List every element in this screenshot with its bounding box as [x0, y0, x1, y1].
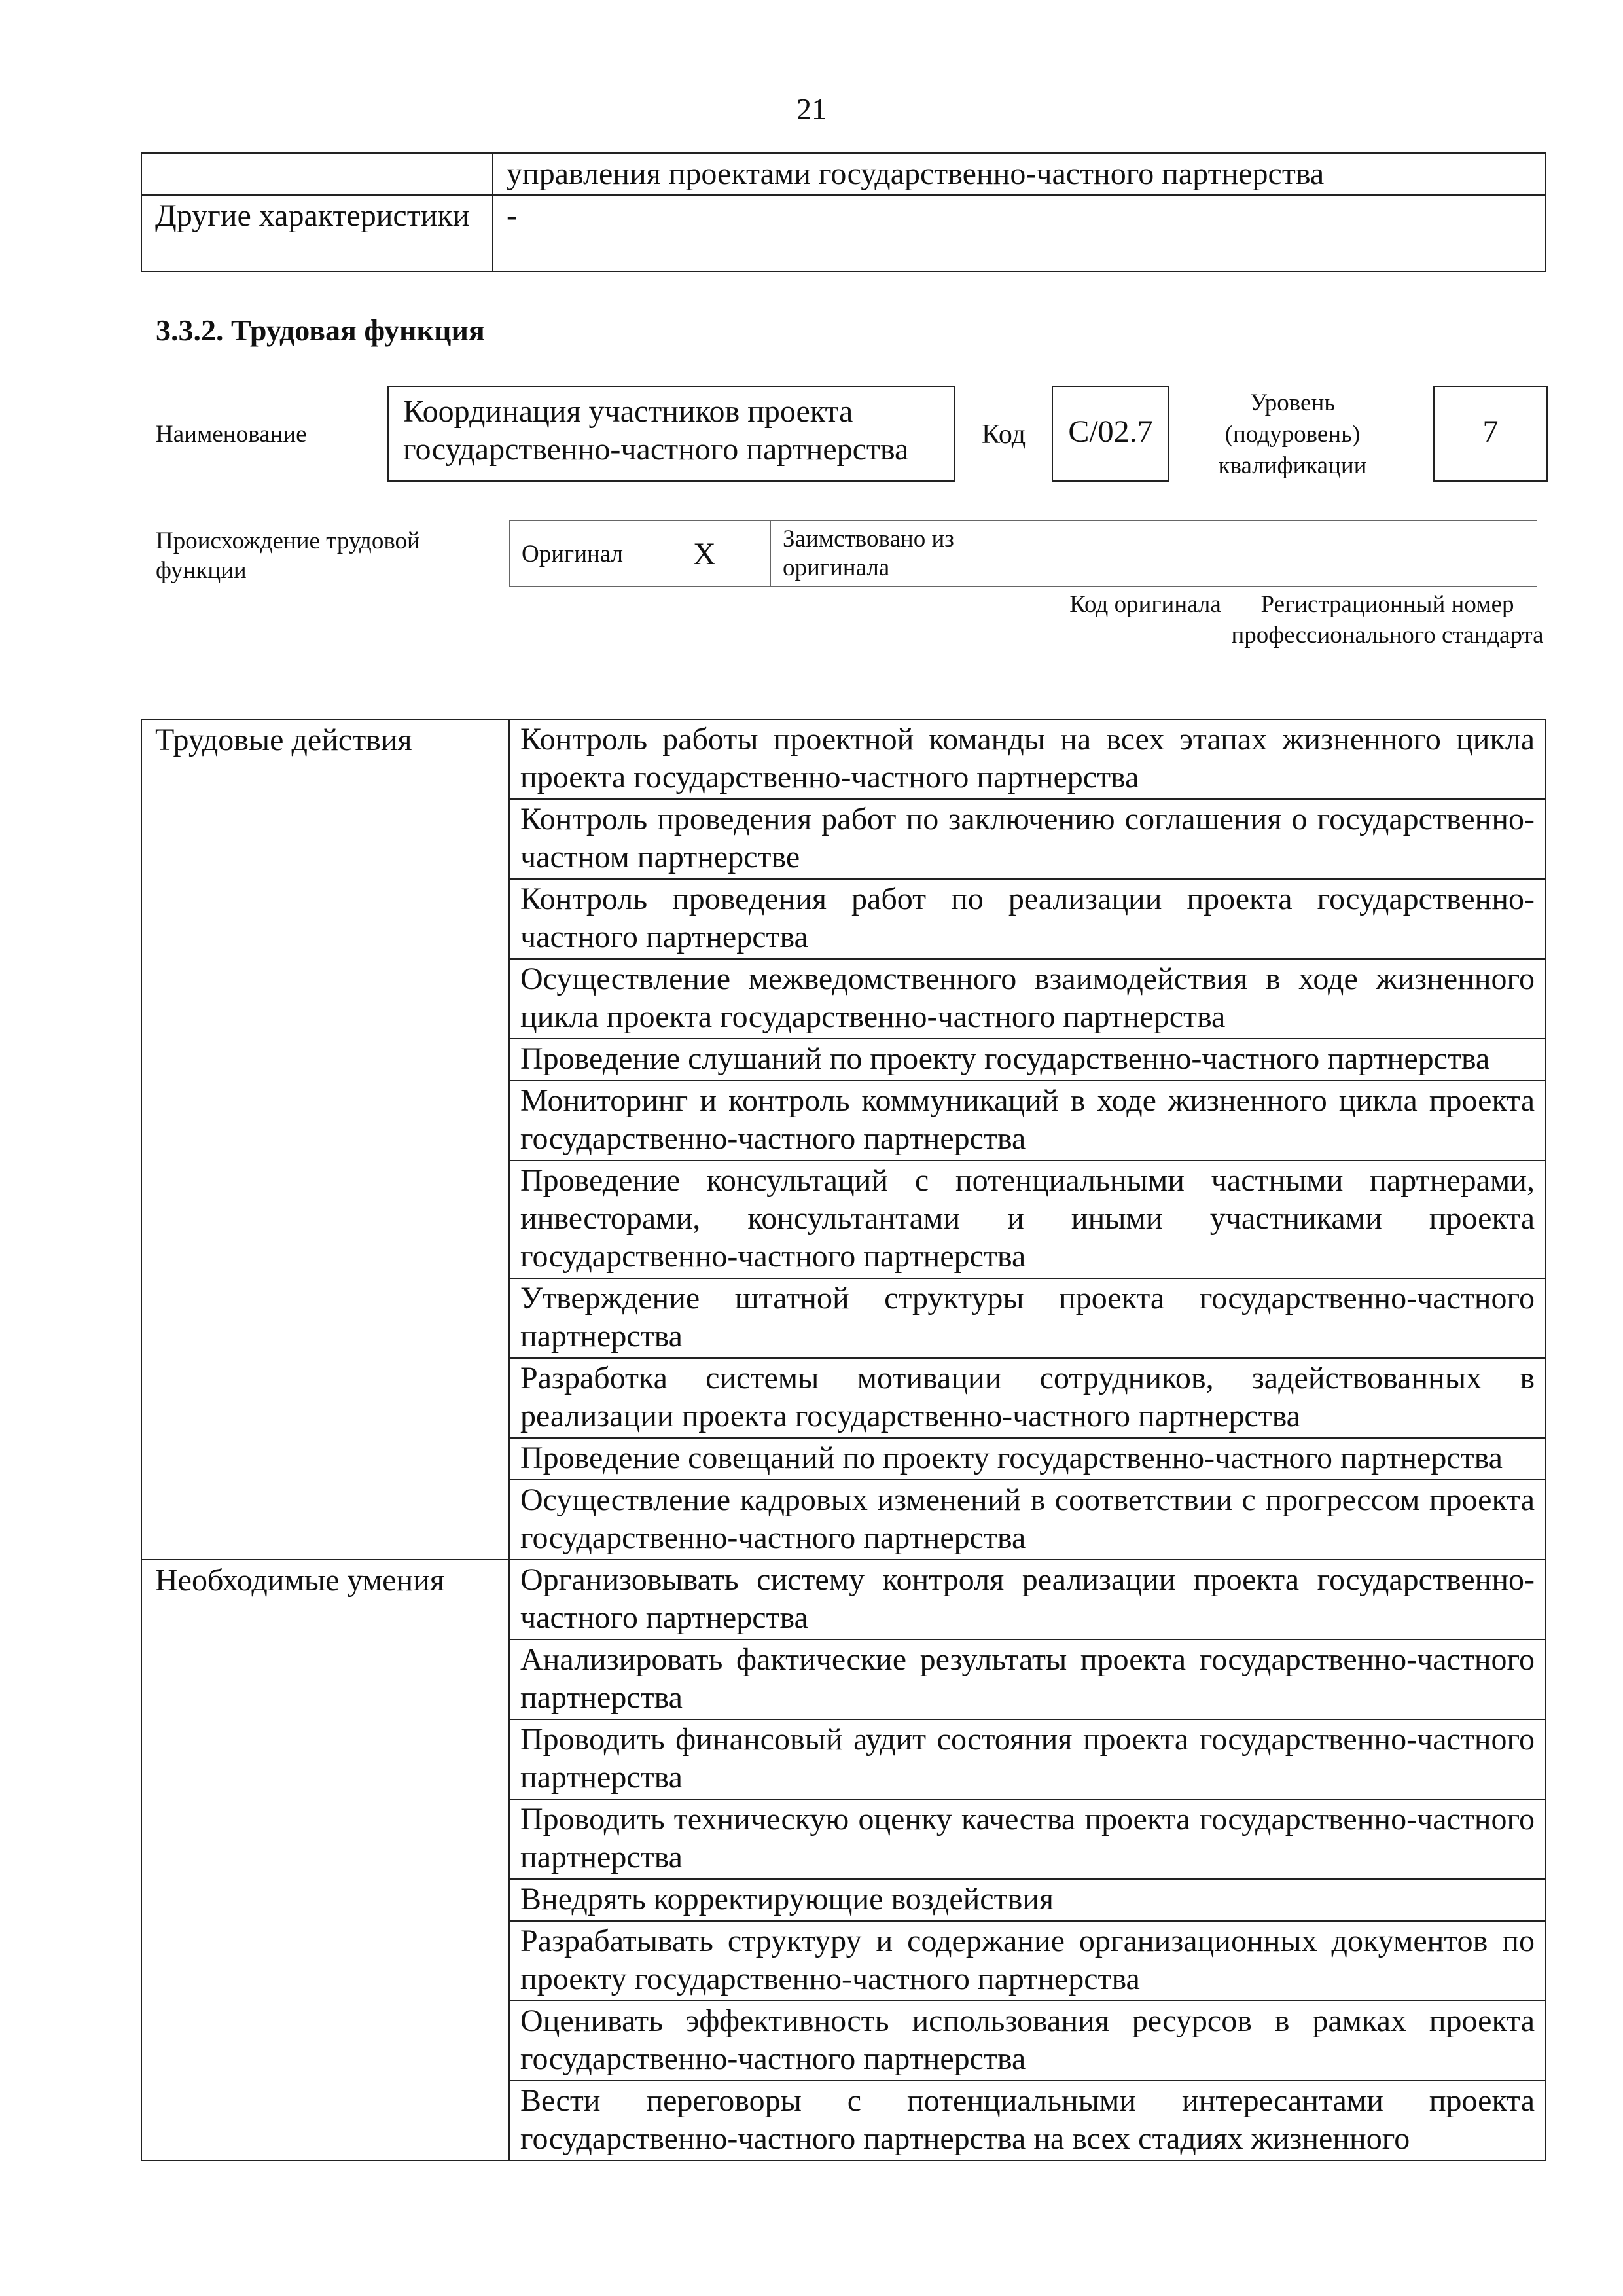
labor-action-row-text: Проведение слушаний по проекту государственно-частного партнерства	[509, 1039, 1546, 1081]
borrowed-label: Заимствовано из оригинала	[771, 521, 1037, 587]
labor-actions-group	[141, 719, 1546, 1560]
original-mark: X	[681, 521, 771, 587]
other-characteristics-row	[141, 195, 1546, 272]
labor-action-row-text: Контроль проведения работ по реализации проекта государственно-частного партнерства	[509, 879, 1546, 959]
origin-label: Происхождение трудовой функции	[156, 528, 420, 584]
labor-action-row-text: Проведение совещаний по проекту государственно-частного партнерства	[509, 1438, 1546, 1480]
labor-action-row-text: Контроль работы проектной команды на всех этапах жизненного цикла проекта государственно-частного партнерства	[509, 719, 1546, 799]
required-skill-row-text: Проводить финансовый аудит состояния проекта государственно-частного партнерства	[509, 1719, 1546, 1799]
registration-number-caption: Регистрационный номер профессионального стандарта	[1231, 591, 1544, 649]
labor-action-row-text: Осуществление кадровых изменений в соответствии с прогрессом проекта государственно-частного партнерства	[509, 1480, 1546, 1560]
labor-action-row-text: Разработка системы мотивации сотрудников, задействованных в реализации проекта государственно-частного партнерства	[509, 1358, 1546, 1438]
continuation-text: управления проектами государственно-частного партнерства	[493, 153, 1546, 195]
original-code-cell	[1037, 521, 1205, 587]
empty-cell	[141, 153, 493, 195]
top-table	[141, 152, 1546, 272]
required-skill-row-text: Внедрять корректирующие воздействия	[509, 1879, 1546, 1921]
labor-action-row-text: Проведение консультаций с потенциальными частными партнерами, инвесторами, консультантами и иными участниками проекта государственно-частного партнерства	[509, 1160, 1546, 1278]
labor-actions-label: Трудовые действия	[141, 719, 509, 1560]
function-name-box: Координация участников проекта государственно-частного партнерства	[387, 386, 955, 482]
code-box: C/02.7	[1052, 386, 1169, 482]
original-code-caption: Код оригинала	[1069, 591, 1221, 618]
other-characteristics-value: -	[493, 195, 1546, 272]
main-table	[141, 719, 1546, 2161]
required-skill-row-text: Анализировать фактические результаты проекта государственно-частного партнерства	[509, 1640, 1546, 1719]
required-skills-label: Необходимые умения	[141, 1560, 509, 2161]
required-skills-group	[141, 1560, 1546, 2161]
continuation-row	[141, 153, 1546, 195]
other-characteristics-label: Другие характеристики	[141, 195, 493, 272]
origin-table	[509, 520, 1537, 587]
qualification-level-box: 7	[1433, 386, 1548, 482]
section-heading: 3.3.2. Трудовая функция	[156, 314, 485, 347]
labor-action-row-text: Контроль проведения работ по заключению соглашения о государственно-частном партнерстве	[509, 799, 1546, 879]
original-label: Оригинал	[510, 521, 681, 587]
qualification-level-label: Уровень (подуровень) квалификации	[1218, 389, 1367, 479]
required-skill-row-text: Оценивать эффективность использования ресурсов в рамках проекта государственно-частного партнерства	[509, 2001, 1546, 2081]
labor-action-row	[141, 719, 1546, 799]
registration-number-cell	[1205, 521, 1537, 587]
page-number: 21	[796, 92, 827, 126]
labor-action-row-text: Осуществление межведомственного взаимодействия в ходе жизненного цикла проекта государственно-частного партнерства	[509, 959, 1546, 1039]
required-skill-row	[141, 1560, 1546, 1640]
required-skill-row-text: Вести переговоры с потенциальными интересантами проекта государственно-частного партнерства на всех стадиях жизненного	[509, 2081, 1546, 2161]
required-skill-row-text: Проводить техническую оценку качества проекта государственно-частного партнерства	[509, 1799, 1546, 1879]
required-skill-row-text: Разрабатывать структуру и содержание организационных документов по проекту государственно-частного партнерства	[509, 1921, 1546, 2001]
code-label: Код	[982, 420, 1026, 450]
name-label: Наименование	[156, 421, 307, 448]
labor-action-row-text: Мониторинг и контроль коммуникаций в ходе жизненного цикла проекта государственно-частного партнерства	[509, 1081, 1546, 1160]
required-skill-row-text: Организовывать систему контроля реализации проекта государственно-частного партнерства	[509, 1560, 1546, 1640]
labor-action-row-text: Утверждение штатной структуры проекта государственно-частного партнерства	[509, 1278, 1546, 1358]
